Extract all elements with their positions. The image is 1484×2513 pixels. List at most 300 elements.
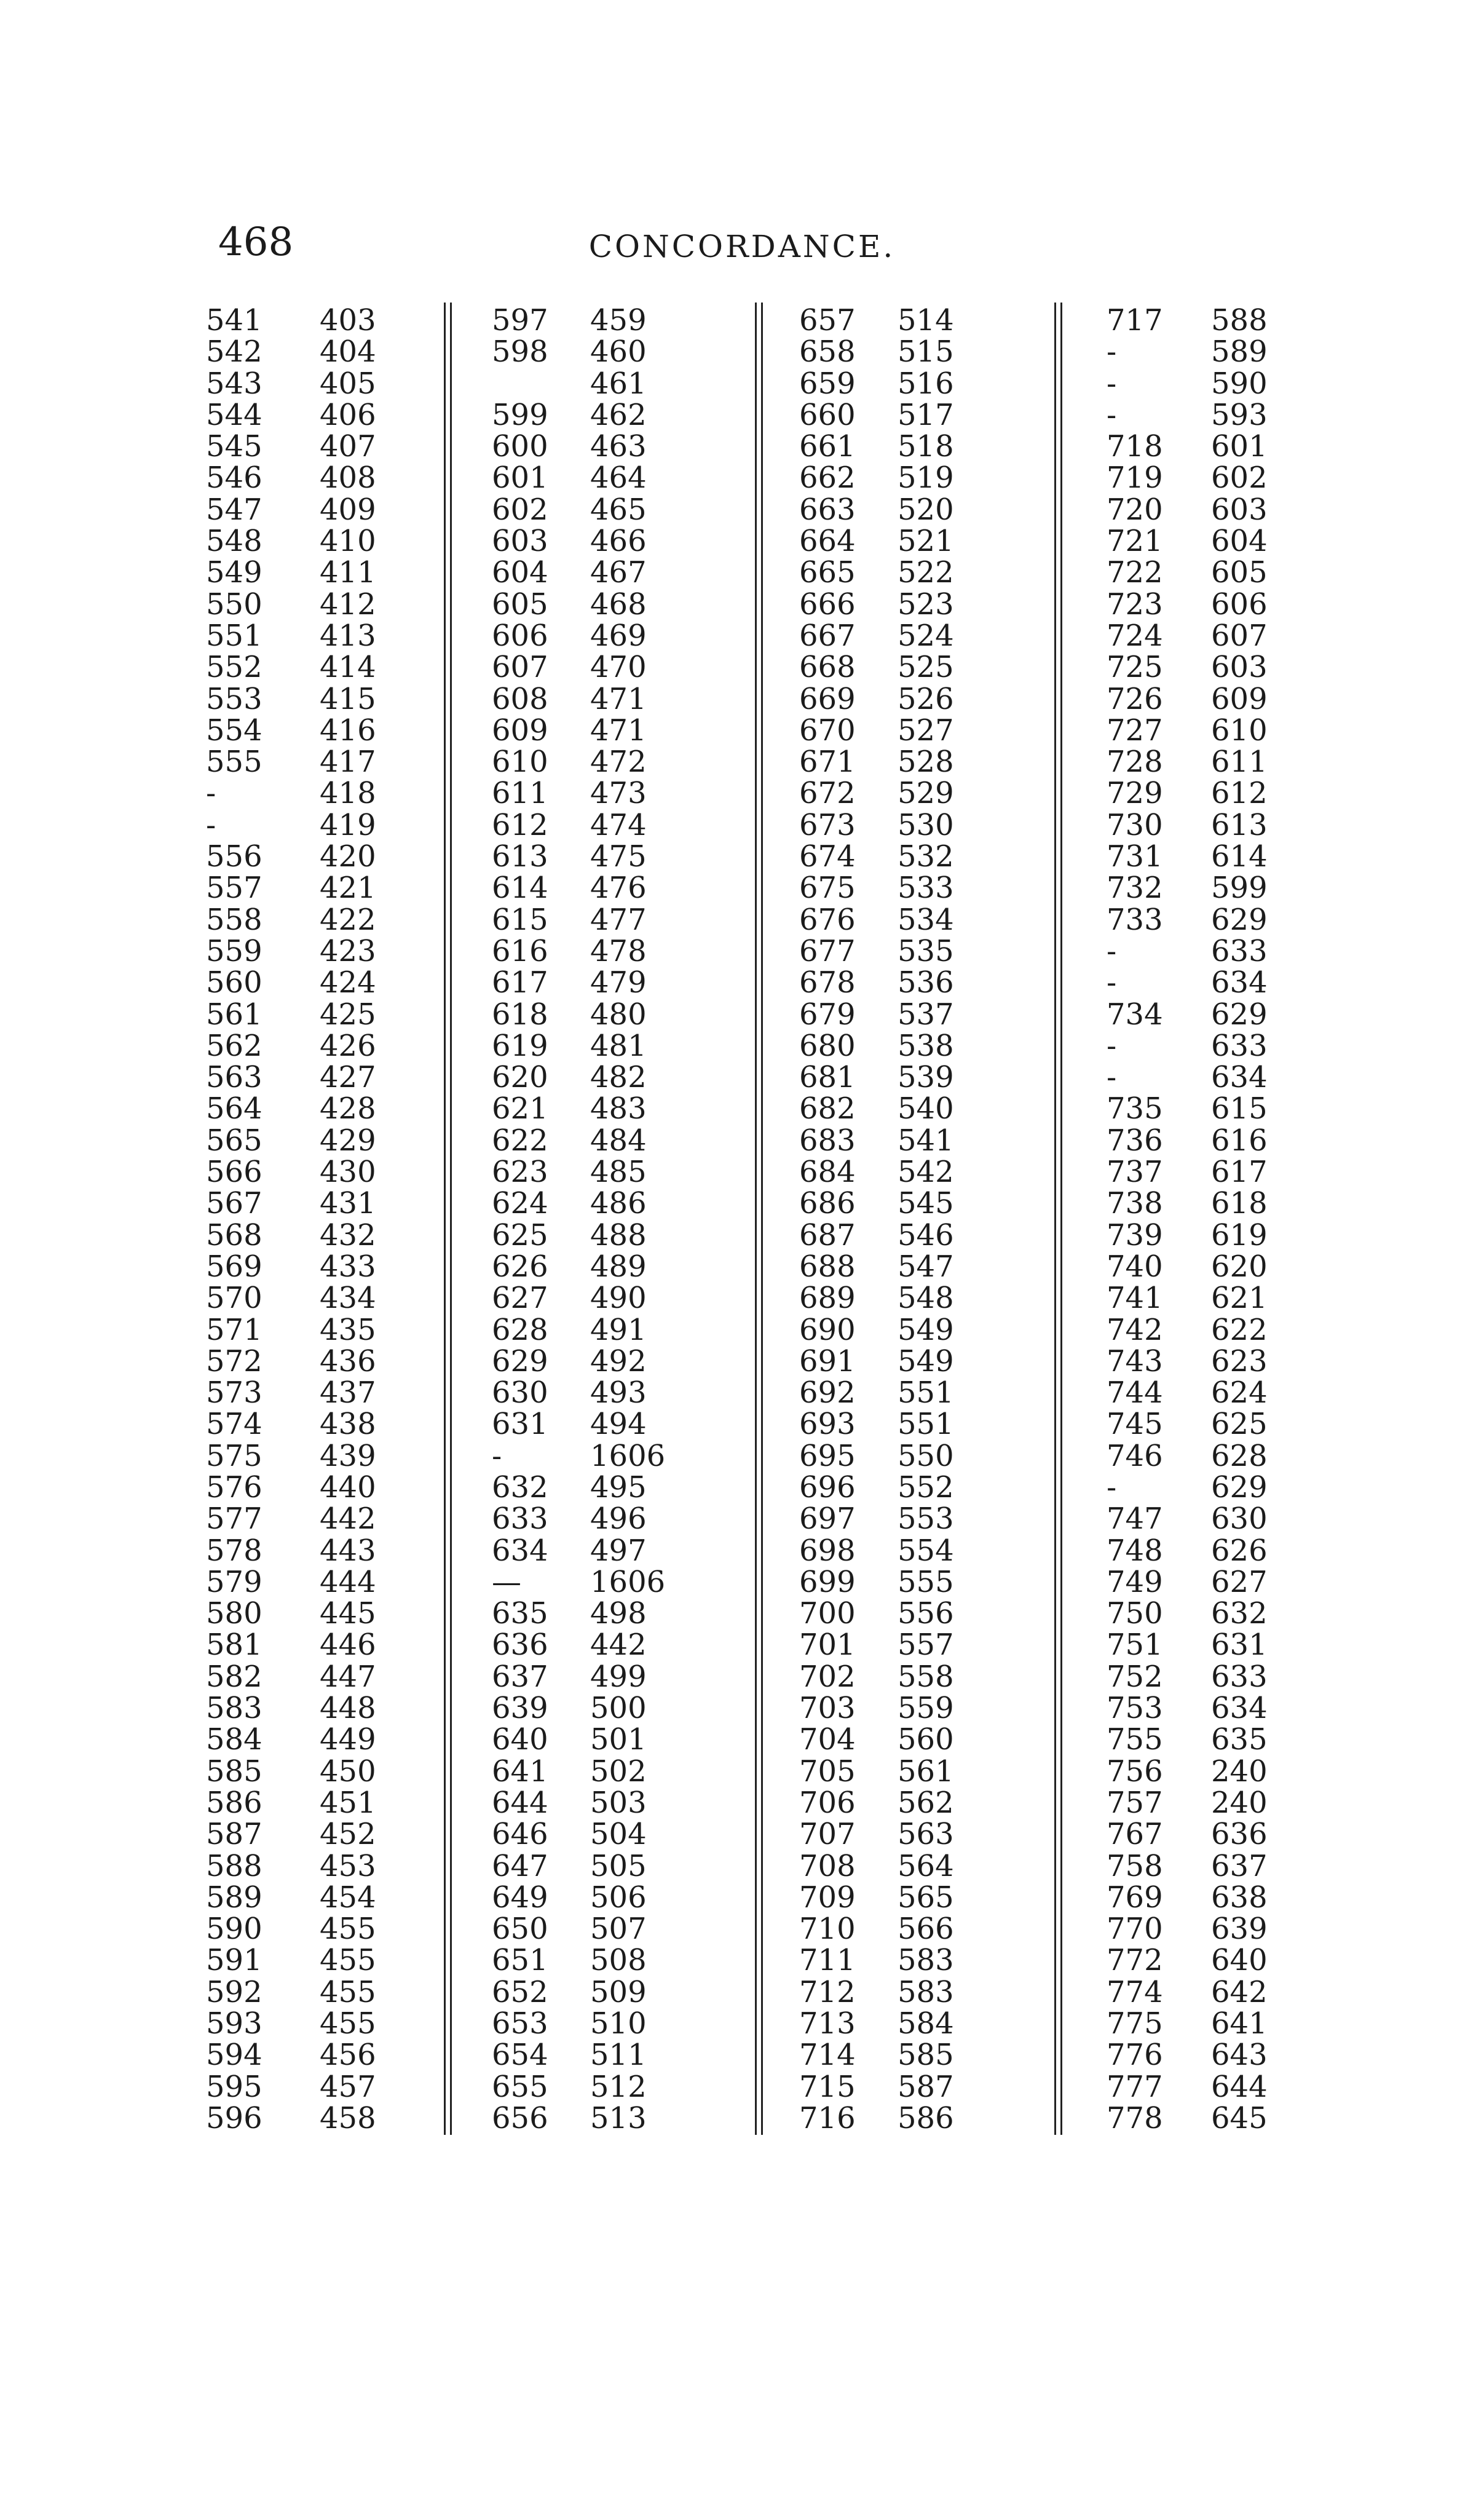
corresponding-page: 464 bbox=[590, 461, 647, 496]
page-ref: 707 bbox=[799, 1817, 856, 1852]
page-ref: 688 bbox=[799, 1249, 856, 1284]
page-ref: 775 bbox=[1107, 2006, 1163, 2041]
page-ref: 725 bbox=[1107, 650, 1163, 685]
corresponding-page: 617 bbox=[1211, 1155, 1268, 1190]
page-ref: 703 bbox=[799, 1691, 856, 1726]
page-ref: 628 bbox=[492, 1312, 548, 1347]
page-ref: 640 bbox=[492, 1722, 548, 1757]
corresponding-page: 627 bbox=[1211, 1564, 1268, 1599]
corresponding-page: 439 bbox=[320, 1438, 376, 1473]
corresponding-page: 478 bbox=[590, 933, 647, 968]
corresponding-page: 240 bbox=[1211, 1785, 1268, 1820]
corresponding-page: 498 bbox=[590, 1596, 647, 1631]
corresponding-page: 635 bbox=[1211, 1722, 1268, 1757]
corresponding-page: 643 bbox=[1211, 2038, 1268, 2073]
page-ref: 579 bbox=[206, 1564, 262, 1599]
corresponding-page: 614 bbox=[1211, 839, 1268, 874]
page-ref: 598 bbox=[492, 334, 548, 370]
page-ref: 715 bbox=[799, 2069, 856, 2104]
page-ref: 672 bbox=[799, 776, 856, 811]
page-ref: 717 bbox=[1107, 303, 1163, 338]
page-ref: 617 bbox=[492, 965, 548, 1000]
corresponding-page: 505 bbox=[590, 1848, 647, 1883]
page-ref: 656 bbox=[492, 2100, 548, 2135]
corresponding-page: 604 bbox=[1211, 524, 1268, 559]
corresponding-page: 641 bbox=[1211, 2006, 1268, 2041]
page-ref: 573 bbox=[206, 1375, 262, 1411]
corresponding-page: 593 bbox=[1211, 397, 1268, 432]
page-ref: 714 bbox=[799, 2038, 856, 2073]
corresponding-page: 640 bbox=[1211, 1943, 1268, 1978]
page-ref: 751 bbox=[1107, 1628, 1163, 1663]
page-ref: 548 bbox=[206, 524, 262, 559]
page-ref: 615 bbox=[492, 902, 548, 937]
corresponding-page: 634 bbox=[1211, 1691, 1268, 1726]
corresponding-page: 506 bbox=[590, 1880, 647, 1915]
page-ref: 583 bbox=[206, 1691, 262, 1726]
corresponding-page: 476 bbox=[590, 871, 647, 906]
page-ref: 542 bbox=[206, 334, 262, 370]
page-ref: 626 bbox=[492, 1249, 548, 1284]
corresponding-page: 447 bbox=[320, 1659, 376, 1694]
page-ref: 589 bbox=[206, 1880, 262, 1915]
page-ref: 591 bbox=[206, 1943, 262, 1978]
corresponding-page: 455 bbox=[320, 2006, 376, 2041]
page-ref: 611 bbox=[492, 776, 548, 811]
page-ref: 777 bbox=[1107, 2069, 1163, 2104]
corresponding-page: 518 bbox=[898, 429, 954, 464]
page-ref: 778 bbox=[1107, 2100, 1163, 2135]
corresponding-page: 430 bbox=[320, 1155, 376, 1190]
corresponding-page: 465 bbox=[590, 492, 647, 527]
corresponding-page: 538 bbox=[898, 1028, 954, 1063]
corresponding-page: 555 bbox=[898, 1564, 954, 1599]
corresponding-page: 468 bbox=[590, 587, 647, 622]
page-ref: - bbox=[206, 807, 216, 842]
page-ref: 767 bbox=[1107, 1817, 1163, 1852]
corresponding-page: 472 bbox=[590, 745, 647, 780]
column-rule bbox=[761, 303, 763, 2135]
corresponding-page: 486 bbox=[590, 1186, 647, 1221]
corresponding-page: 507 bbox=[590, 1912, 647, 1947]
page-ref: 663 bbox=[799, 492, 856, 527]
page-ref: 541 bbox=[206, 303, 262, 338]
page-ref: 605 bbox=[492, 587, 548, 622]
corresponding-page: 629 bbox=[1211, 1470, 1268, 1505]
page-ref: 691 bbox=[799, 1344, 856, 1379]
page-ref: 681 bbox=[799, 1060, 856, 1095]
page-ref: 667 bbox=[799, 618, 856, 653]
page-ref: 699 bbox=[799, 1564, 856, 1599]
page-ref: 633 bbox=[492, 1502, 548, 1537]
corresponding-page: 633 bbox=[1211, 1659, 1268, 1694]
page-ref: 551 bbox=[206, 618, 262, 653]
corresponding-page: 470 bbox=[590, 650, 647, 685]
corresponding-page: 485 bbox=[590, 1155, 647, 1190]
corresponding-page: 532 bbox=[898, 839, 954, 874]
corresponding-page: 562 bbox=[898, 1785, 954, 1820]
corresponding-page: 547 bbox=[898, 1249, 954, 1284]
page-ref: 557 bbox=[206, 871, 262, 906]
corresponding-page: 433 bbox=[320, 1249, 376, 1284]
corresponding-page: 442 bbox=[320, 1502, 376, 1537]
corresponding-page: 519 bbox=[898, 461, 954, 496]
page-ref: 550 bbox=[206, 587, 262, 622]
page-ref: 776 bbox=[1107, 2038, 1163, 2073]
corresponding-page: 437 bbox=[320, 1375, 376, 1411]
page-ref: 716 bbox=[799, 2100, 856, 2135]
corresponding-page: 525 bbox=[898, 650, 954, 685]
page-ref: 748 bbox=[1107, 1533, 1163, 1568]
page-ref: 604 bbox=[492, 555, 548, 590]
corresponding-page: 644 bbox=[1211, 2069, 1268, 2104]
page-ref: 614 bbox=[492, 871, 548, 906]
page-ref: 719 bbox=[1107, 461, 1163, 496]
corresponding-page: 435 bbox=[320, 1312, 376, 1347]
corresponding-page: 554 bbox=[898, 1533, 954, 1568]
corresponding-page: 509 bbox=[590, 1974, 647, 2009]
page-ref: 701 bbox=[799, 1628, 856, 1663]
page-ref: 659 bbox=[799, 366, 856, 401]
page-ref: 647 bbox=[492, 1848, 548, 1883]
corresponding-page: 511 bbox=[590, 2038, 647, 2073]
corresponding-page: 419 bbox=[320, 807, 376, 842]
page-ref: 559 bbox=[206, 933, 262, 968]
corresponding-page: 549 bbox=[898, 1312, 954, 1347]
page-ref: 698 bbox=[799, 1533, 856, 1568]
page-ref: 733 bbox=[1107, 902, 1163, 937]
page-ref: 588 bbox=[206, 1848, 262, 1883]
page-ref: 637 bbox=[492, 1659, 548, 1694]
page-ref: 687 bbox=[799, 1217, 856, 1253]
corresponding-page: 615 bbox=[1211, 1091, 1268, 1126]
corresponding-page: 479 bbox=[590, 965, 647, 1000]
corresponding-page: 426 bbox=[320, 1028, 376, 1063]
corresponding-page: 628 bbox=[1211, 1438, 1268, 1473]
page-ref: 595 bbox=[206, 2069, 262, 2104]
page-ref: 580 bbox=[206, 1596, 262, 1631]
page-ref: 737 bbox=[1107, 1155, 1163, 1190]
corresponding-page: 560 bbox=[898, 1722, 954, 1757]
page-ref: 636 bbox=[492, 1628, 548, 1663]
corresponding-page: 534 bbox=[898, 902, 954, 937]
page-ref: 601 bbox=[492, 461, 548, 496]
corresponding-page: 642 bbox=[1211, 1974, 1268, 2009]
corresponding-page: 637 bbox=[1211, 1848, 1268, 1883]
page-ref: 599 bbox=[492, 397, 548, 432]
page-ref: 623 bbox=[492, 1155, 548, 1190]
page-ref: 668 bbox=[799, 650, 856, 685]
page-ref: 734 bbox=[1107, 997, 1163, 1032]
column-rule bbox=[1054, 303, 1056, 2135]
page-ref: 666 bbox=[799, 587, 856, 622]
page-ref: 554 bbox=[206, 713, 262, 748]
corresponding-page: 492 bbox=[590, 1344, 647, 1379]
corresponding-page: 484 bbox=[590, 1123, 647, 1158]
corresponding-page: 638 bbox=[1211, 1880, 1268, 1915]
corresponding-page: 623 bbox=[1211, 1344, 1268, 1379]
page-ref: 549 bbox=[206, 555, 262, 590]
corresponding-page: 632 bbox=[1211, 1596, 1268, 1631]
page-ref: 571 bbox=[206, 1312, 262, 1347]
page-ref: 632 bbox=[492, 1470, 548, 1505]
corresponding-page: 431 bbox=[320, 1186, 376, 1221]
page-ref: - bbox=[1107, 1060, 1117, 1095]
page-ref: 558 bbox=[206, 902, 262, 937]
page-ref: 720 bbox=[1107, 492, 1163, 527]
page-ref: 582 bbox=[206, 1659, 262, 1694]
corresponding-page: 407 bbox=[320, 429, 376, 464]
page-ref: 607 bbox=[492, 650, 548, 685]
page-ref: 655 bbox=[492, 2069, 548, 2104]
page-ref: 639 bbox=[492, 1691, 548, 1726]
corresponding-page: 460 bbox=[590, 334, 647, 370]
corresponding-page: 443 bbox=[320, 1533, 376, 1568]
corresponding-page: 551 bbox=[898, 1407, 954, 1442]
corresponding-page: 548 bbox=[898, 1281, 954, 1316]
corresponding-page: 633 bbox=[1211, 1028, 1268, 1063]
page-ref: 746 bbox=[1107, 1438, 1163, 1473]
corresponding-page: 619 bbox=[1211, 1217, 1268, 1253]
page-ref: 755 bbox=[1107, 1722, 1163, 1757]
corresponding-page: 494 bbox=[590, 1407, 647, 1442]
corresponding-page: 473 bbox=[590, 776, 647, 811]
corresponding-page: 565 bbox=[898, 1880, 954, 1915]
corresponding-page: 425 bbox=[320, 997, 376, 1032]
corresponding-page: 602 bbox=[1211, 461, 1268, 496]
corresponding-page: 405 bbox=[320, 366, 376, 401]
page-ref: 750 bbox=[1107, 1596, 1163, 1631]
corresponding-page: 566 bbox=[898, 1912, 954, 1947]
page-ref: 658 bbox=[799, 334, 856, 370]
page-ref: 675 bbox=[799, 871, 856, 906]
page-ref: - bbox=[1107, 1470, 1117, 1505]
corresponding-page: 432 bbox=[320, 1217, 376, 1253]
corresponding-page: 607 bbox=[1211, 618, 1268, 653]
page-ref: 585 bbox=[206, 1754, 262, 1789]
page-ref: 619 bbox=[492, 1028, 548, 1063]
corresponding-page: 583 bbox=[898, 1974, 954, 2009]
page-ref: 744 bbox=[1107, 1375, 1163, 1411]
page-ref: 772 bbox=[1107, 1943, 1163, 1978]
corresponding-page: 454 bbox=[320, 1880, 376, 1915]
page-ref: 671 bbox=[799, 745, 856, 780]
corresponding-page: 499 bbox=[590, 1659, 647, 1694]
corresponding-page: 603 bbox=[1211, 492, 1268, 527]
page-ref: 657 bbox=[799, 303, 856, 338]
corresponding-page: 462 bbox=[590, 397, 647, 432]
corresponding-page: 442 bbox=[590, 1628, 647, 1663]
page-ref: 769 bbox=[1107, 1880, 1163, 1915]
page-ref: 695 bbox=[799, 1438, 856, 1473]
page-ref: 732 bbox=[1107, 871, 1163, 906]
page-ref: 728 bbox=[1107, 745, 1163, 780]
corresponding-page: 624 bbox=[1211, 1375, 1268, 1411]
corresponding-page: 552 bbox=[898, 1470, 954, 1505]
page-ref: 712 bbox=[799, 1974, 856, 2009]
page-ref: 674 bbox=[799, 839, 856, 874]
corresponding-page: 493 bbox=[590, 1375, 647, 1411]
page-ref: 749 bbox=[1107, 1564, 1163, 1599]
page-ref: 552 bbox=[206, 650, 262, 685]
page-ref: 758 bbox=[1107, 1848, 1163, 1883]
corresponding-page: 553 bbox=[898, 1502, 954, 1537]
corresponding-page: 550 bbox=[898, 1438, 954, 1473]
page-ref: 621 bbox=[492, 1091, 548, 1126]
page-ref: 590 bbox=[206, 1912, 262, 1947]
page-ref: 676 bbox=[799, 902, 856, 937]
corresponding-page: 631 bbox=[1211, 1628, 1268, 1663]
corresponding-page: 634 bbox=[1211, 965, 1268, 1000]
corresponding-page: 542 bbox=[898, 1155, 954, 1190]
page-ref: 553 bbox=[206, 681, 262, 716]
corresponding-page: 444 bbox=[320, 1564, 376, 1599]
corresponding-page: 526 bbox=[898, 681, 954, 716]
corresponding-page: 452 bbox=[320, 1817, 376, 1852]
corresponding-page: 537 bbox=[898, 997, 954, 1032]
page-ref: 680 bbox=[799, 1028, 856, 1063]
corresponding-page: 515 bbox=[898, 334, 954, 370]
page-ref: 609 bbox=[492, 713, 548, 748]
page-ref: 610 bbox=[492, 745, 548, 780]
corresponding-page: 556 bbox=[898, 1596, 954, 1631]
page-ref: 673 bbox=[799, 807, 856, 842]
page-ref: 729 bbox=[1107, 776, 1163, 811]
page-ref: - bbox=[1107, 1028, 1117, 1063]
corresponding-page: 500 bbox=[590, 1691, 647, 1726]
page-ref: 556 bbox=[206, 839, 262, 874]
corresponding-page: 512 bbox=[590, 2069, 647, 2104]
corresponding-page: 549 bbox=[898, 1344, 954, 1379]
page-ref: 563 bbox=[206, 1060, 262, 1095]
corresponding-page: 451 bbox=[320, 1785, 376, 1820]
page-ref: — bbox=[492, 1564, 521, 1599]
corresponding-page: 639 bbox=[1211, 1912, 1268, 1947]
corresponding-page: 502 bbox=[590, 1754, 647, 1789]
corresponding-page: 466 bbox=[590, 524, 647, 559]
corresponding-page: 630 bbox=[1211, 1502, 1268, 1537]
corresponding-page: 445 bbox=[320, 1596, 376, 1631]
page-number: 468 bbox=[218, 220, 294, 265]
page-ref: 736 bbox=[1107, 1123, 1163, 1158]
page-ref: 613 bbox=[492, 839, 548, 874]
corresponding-page: 625 bbox=[1211, 1407, 1268, 1442]
page-ref: 606 bbox=[492, 618, 548, 653]
page-ref: 627 bbox=[492, 1281, 548, 1316]
corresponding-page: 455 bbox=[320, 1912, 376, 1947]
corresponding-page: 529 bbox=[898, 776, 954, 811]
page-ref: 661 bbox=[799, 429, 856, 464]
corresponding-page: 458 bbox=[320, 2100, 376, 2135]
page-ref: 641 bbox=[492, 1754, 548, 1789]
page-ref: 697 bbox=[799, 1502, 856, 1537]
column-rule bbox=[755, 303, 757, 2135]
corresponding-page: 514 bbox=[898, 303, 954, 338]
page-ref: 618 bbox=[492, 997, 548, 1032]
page-ref: 608 bbox=[492, 681, 548, 716]
page-ref: 634 bbox=[492, 1533, 548, 1568]
corresponding-page: 482 bbox=[590, 1060, 647, 1095]
corresponding-page: 449 bbox=[320, 1722, 376, 1757]
page-ref: 597 bbox=[492, 303, 548, 338]
page-ref: 650 bbox=[492, 1912, 548, 1947]
corresponding-page: 513 bbox=[590, 2100, 647, 2135]
page-ref: 700 bbox=[799, 1596, 856, 1631]
corresponding-page: 420 bbox=[320, 839, 376, 874]
page-ref: 545 bbox=[206, 429, 262, 464]
page-ref: 581 bbox=[206, 1628, 262, 1663]
page-ref: 625 bbox=[492, 1217, 548, 1253]
corresponding-page: 626 bbox=[1211, 1533, 1268, 1568]
page-ref: 743 bbox=[1107, 1344, 1163, 1379]
page-ref: 620 bbox=[492, 1060, 548, 1095]
corresponding-page: 524 bbox=[898, 618, 954, 653]
corresponding-page: 522 bbox=[898, 555, 954, 590]
corresponding-page: 620 bbox=[1211, 1249, 1268, 1284]
page-ref: 652 bbox=[492, 1974, 548, 2009]
corresponding-page: 536 bbox=[898, 965, 954, 1000]
page-ref: 577 bbox=[206, 1502, 262, 1537]
corresponding-page: 510 bbox=[590, 2006, 647, 2041]
corresponding-page: 240 bbox=[1211, 1754, 1268, 1789]
page-ref: - bbox=[1107, 933, 1117, 968]
corresponding-page: 497 bbox=[590, 1533, 647, 1568]
page-ref: 723 bbox=[1107, 587, 1163, 622]
page-ref: 602 bbox=[492, 492, 548, 527]
page-ref: 629 bbox=[492, 1344, 548, 1379]
page-ref: 730 bbox=[1107, 807, 1163, 842]
corresponding-page: 621 bbox=[1211, 1281, 1268, 1316]
corresponding-page: 409 bbox=[320, 492, 376, 527]
page-ref: 684 bbox=[799, 1155, 856, 1190]
corresponding-page: 448 bbox=[320, 1691, 376, 1726]
page-ref: 568 bbox=[206, 1217, 262, 1253]
page-ref: 689 bbox=[799, 1281, 856, 1316]
corresponding-page: 411 bbox=[320, 555, 376, 590]
page-ref: 587 bbox=[206, 1817, 262, 1852]
page-ref: 616 bbox=[492, 933, 548, 968]
page-ref: 706 bbox=[799, 1785, 856, 1820]
page-ref: 711 bbox=[799, 1943, 856, 1978]
corresponding-page: 440 bbox=[320, 1470, 376, 1505]
corresponding-page: 557 bbox=[898, 1628, 954, 1663]
page-ref: 682 bbox=[799, 1091, 856, 1126]
page-ref: 651 bbox=[492, 1943, 548, 1978]
page-ref: 702 bbox=[799, 1659, 856, 1694]
corresponding-page: 461 bbox=[590, 366, 647, 401]
column-rule bbox=[444, 303, 446, 2135]
page-ref: 624 bbox=[492, 1186, 548, 1221]
page-ref: 735 bbox=[1107, 1091, 1163, 1126]
corresponding-page: 610 bbox=[1211, 713, 1268, 748]
page-ref: 570 bbox=[206, 1281, 262, 1316]
page-ref: 704 bbox=[799, 1722, 856, 1757]
corresponding-page: 546 bbox=[898, 1217, 954, 1253]
corresponding-page: 403 bbox=[320, 303, 376, 338]
page-ref: 740 bbox=[1107, 1249, 1163, 1284]
page-ref: 544 bbox=[206, 397, 262, 432]
corresponding-page: 583 bbox=[898, 1943, 954, 1978]
page-ref: 660 bbox=[799, 397, 856, 432]
page-ref: 567 bbox=[206, 1186, 262, 1221]
corresponding-page: 584 bbox=[898, 2006, 954, 2041]
corresponding-page: 601 bbox=[1211, 429, 1268, 464]
page-ref: 555 bbox=[206, 745, 262, 780]
page-ref: 770 bbox=[1107, 1912, 1163, 1947]
corresponding-page: 508 bbox=[590, 1943, 647, 1978]
page-ref: 757 bbox=[1107, 1785, 1163, 1820]
corresponding-page: 636 bbox=[1211, 1817, 1268, 1852]
